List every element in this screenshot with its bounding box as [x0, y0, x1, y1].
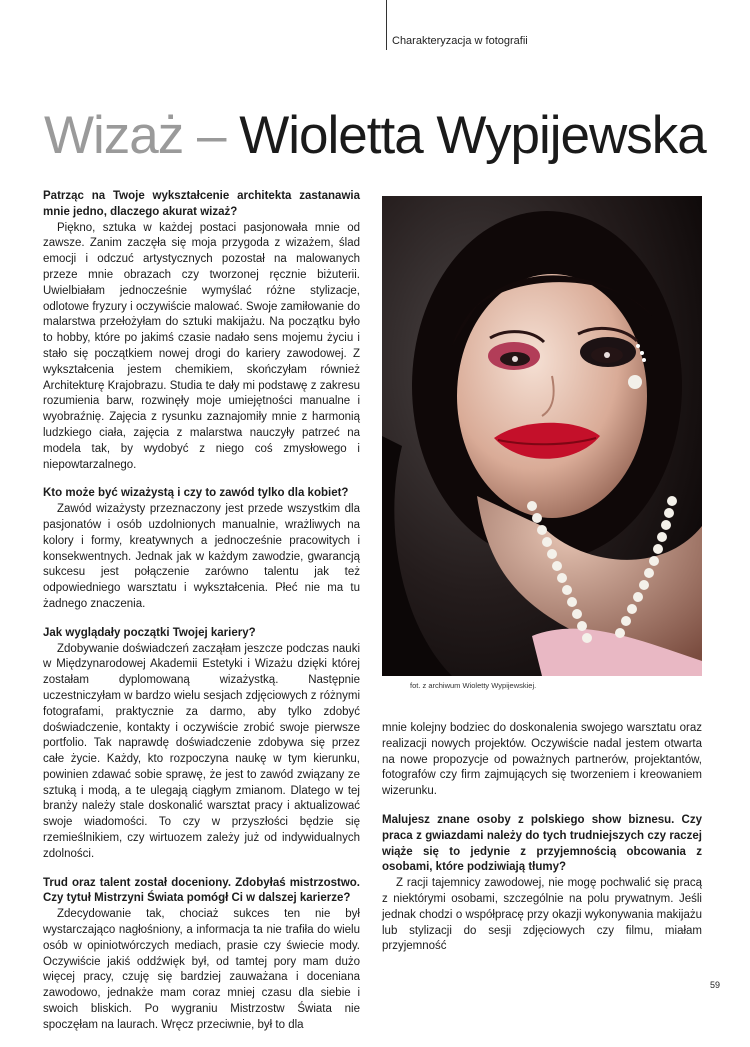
title-part-2: Wioletta Wypijewska	[239, 106, 706, 165]
answer-2: Zawód wizażysty przeznaczony jest przede wszystkim dla pasjonatów i osób uzdolnionych manualnie, wrażliwych na kolory i formy, kreatywnych a jednocześnie pracowitych i konsekwentnych. Jednak jak w każdym zawodzie, gwarancją sukcesu jest połączenie zarówno talentu jak też odpowiedniego warsztatu i wykształcenia. Płeć nie ma tu żadnego znaczenia.	[43, 503, 360, 610]
answer-4: Zdecydowanie tak, chociaż sukces ten nie był wystarczająco nagłośniony, a informacja ta nie trafiła do wielu osób w opiniotwórczych mediach, prasie czy świecie mody. Oczywiście jakiś oddźwięk był, od tamtej pory mam dużo więcej pracy, czuję się bardziej zauważana i doceniana zawodowo, jednakże mam coraz mniej czasu dla siebie i swoich bliskich. Po wygraniu Mistrzostw Świata nie spoczęłam na laurach. Wręcz przeciwnie, był to dla	[43, 908, 360, 1031]
photo-caption: fot. z archiwum Wioletty Wypijewskiej.	[410, 681, 537, 690]
answer-4-continuation: mnie kolejny bodziec do doskonalenia swojego warsztatu oraz realizacji nowych projektów. Oczywiście nadal jestem otwarta na nowe propozycje od poważnych partnerów, projektantów, fotografów czy firm zajmujących się tworzeniem i kreowaniem wizerunku.	[382, 722, 702, 798]
question-3: Jak wyglądały początki Twojej kariery?	[43, 626, 256, 639]
portrait-photo	[382, 196, 702, 676]
question-5: Malujesz znane osoby z polskiego show biznesu. Czy praca z gwiazdami należy do tych trudniejszych czy raczej wiąże się to jedynie z przyjemnością obcowania z osobami, które podziwiają tłumy?	[382, 813, 702, 874]
section-label: Charakteryzacja w fotografii	[392, 35, 528, 47]
answer-5: Z racji tajemnicy zawodowej, nie mogę pochwalić się pracą z niektórymi osobami, szczególnie na polu prywatnym. Jeśli jednak chodzi o współpracę przy okazji wykonywania makijażu lub stylizacji do sesji zdjęciowych czy filmu, miałam przyjemność	[382, 877, 702, 953]
title-dash: –	[197, 106, 226, 165]
question-1: Patrząc na Twoje wykształcenie architekta zastanawia mnie jedno, dlaczego akurat wizaż?	[43, 190, 360, 218]
answer-3: Zdobywanie doświadczeń zacząłam jeszcze podczas nauki w Międzynarodowej Akademii Estetyki i Wizażu dzięki której zostałam dyplomowaną wizażystką. Następnie uczestniczyłam w bardzo wielu sesjach zdjęciowych z różnymi fotografami, praktycznie za darmo, aby tylko zdobyć doświadczenie, kontakty i oczywiście zrobić swoje pierwsze portfolio. Tak naprawdę doświadczenie zdobywa się przez całe życie. Każdy, kto rozpoczyna naukę w tym kierunku, powinien zdawać sobie sprawę, że jest to zawód związany ze sztuką i modą, a te ulegają ciągłym zmianom. Dlatego w tej branży należy stale doskonalić warsztat pracy i aktualizować swoje wiadomości. To czy w przyszłości będzie się rzemieślnikiem, czy wirtuozem zależy już od indywidualnych zdolności.	[43, 642, 361, 860]
answer-1: Piękno, sztuka w każdej postaci pasjonowała mnie od zawsze. Zanim zaczęła się moja przygoda z wizażem, ślad emocji i odczuć artystycznych pozostał na malowanych przeze mnie obrazach czy tworzonej ręcznie biżuterii. Uwielbiałam jednocześnie wymyślać różne stylizacje, odlotowe fryzury i oczywiście malować. Swoje zamiłowanie do malarstwa przełożyłam do sztuki makijażu. Na początku było to hobby, które po jakimś czasie nadało sens mojemu życiu i stało się początkiem nowej drogi do kariery zawodowej. Z wykształcenia jestem chemikiem, skończyłam również Architekturę Krajobrazu. Studia te dały mi podstawę z zakresu rozumienia barw, rozwinęły moje umiejętności manualne i wyobraźnię. Zajęcia z rysunku zaznajomiły mnie z harmonią ludzkiego ciała, zajęcia z malarstwa nauczyły patrzeć na modela tak, by wydobyć z niego coś zmysłowego i niepowtarzalnego.	[43, 221, 360, 471]
left-column	[43, 189, 360, 1047]
question-2: Kto może być wizażystą i czy to zawód tylko dla kobiet?	[43, 487, 349, 500]
title-part-1: Wizaż	[44, 106, 184, 165]
article-title	[44, 106, 734, 166]
page-number: 59	[710, 980, 721, 990]
right-column	[382, 721, 702, 968]
portrait-illustration	[382, 196, 702, 676]
question-4: Trud oraz talent został doceniony. Zdobyłaś mistrzostwo. Czy tytuł Mistrzyni Świata pomógł Ci w dalszej karierze?	[43, 876, 360, 905]
header-divider	[386, 0, 387, 50]
